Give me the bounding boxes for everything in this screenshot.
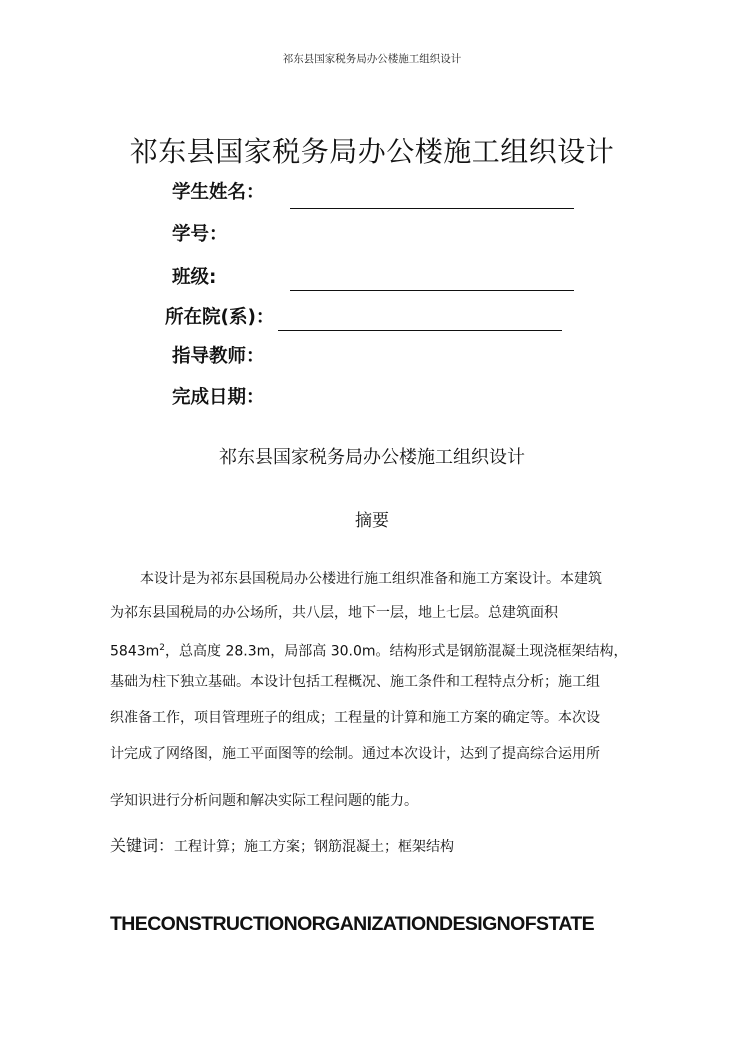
advisor-label: 指导教师：: [172, 346, 265, 367]
student-id-label: 学号：: [172, 224, 228, 245]
class-label: 班级:: [172, 267, 217, 288]
abstract-line-3-text: ，总高度 28.3m，局部高 30.0m。结构形式是钢筋混凝土现浇框架结构，: [165, 643, 628, 660]
abstract-heading: 摘要: [355, 511, 389, 531]
abstract-line-1: 本设计是为祁东县国税局办公楼进行施工组织准备和施工方案设计。本建筑: [140, 571, 602, 587]
running-header: 祁东县国家税务局办公楼施工组织设计: [282, 53, 462, 65]
abstract-page-title: 祁东县国家税务局办公楼施工组织设计: [219, 447, 525, 468]
department-underline: [278, 330, 562, 331]
class-underline: [290, 290, 574, 291]
cover-title: 祁东县国家税务局办公楼施工组织设计: [129, 135, 615, 168]
student-name-label: 学生姓名：: [172, 182, 265, 203]
student-name-underline: [290, 208, 574, 209]
abstract-line-3: [110, 640, 628, 660]
area-superscript: 2: [159, 643, 166, 653]
abstract-line-4: 基础为柱下独立基础。本设计包括工程概况、施工条件和工程特点分析；施工组: [110, 674, 600, 690]
building-area-value: 5843m: [110, 643, 160, 660]
keywords-label: 关键词：: [110, 836, 175, 855]
abstract-line-7: 学知识进行分析问题和解决实际工程问题的能力。: [110, 793, 418, 809]
department-label: 所在院(系)：: [165, 307, 275, 328]
abstract-line-5: 织准备工作，项目管理班子的组成；工程量的计算和施工方案的确定等。本次设: [110, 710, 600, 726]
keywords: [110, 833, 454, 856]
abstract-line-2: 为祁东县国税局的办公场所，共八层，地下一层，地上七层。总建筑面积: [110, 605, 558, 621]
completion-date-label: 完成日期：: [172, 387, 265, 408]
keywords-text: 工程计算；施工方案；钢筋混凝土；框架结构: [174, 839, 455, 855]
english-title: THECONSTRUCTIONORGANIZATIONDESIGNOFSTATE: [110, 913, 595, 935]
abstract-line-6: 计完成了网络图，施工平面图等的绘制。通过本次设计，达到了提高综合运用所: [110, 746, 600, 762]
